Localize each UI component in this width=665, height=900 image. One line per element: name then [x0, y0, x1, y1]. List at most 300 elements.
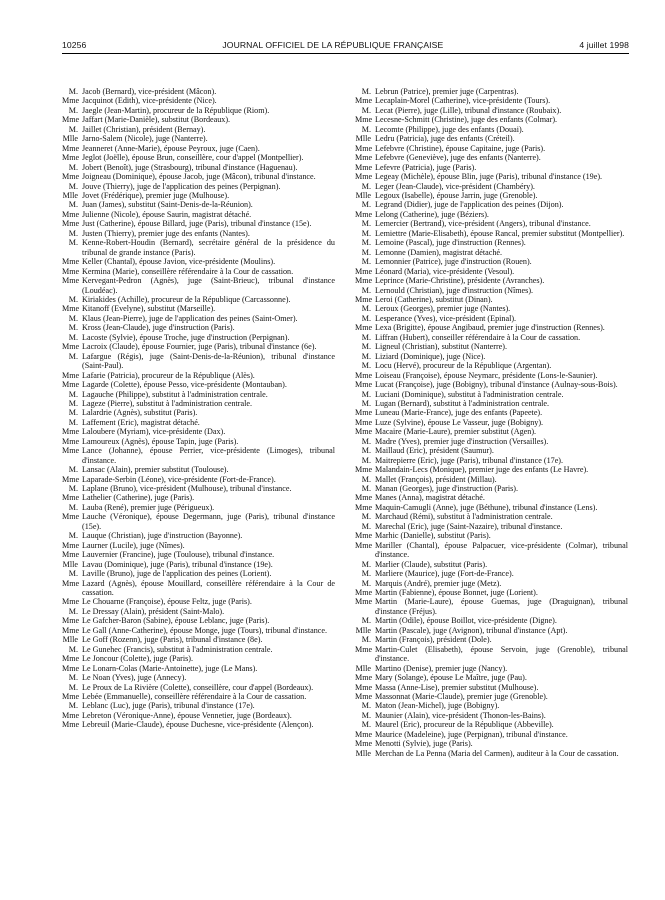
- civility-title: M.: [361, 701, 371, 711]
- list-item: [355, 238, 628, 247]
- list-item: [355, 96, 628, 105]
- civility-title: Mme: [62, 266, 80, 276]
- publication-date: 4 juillet 1998: [579, 40, 629, 50]
- list-item: [355, 616, 628, 625]
- civility-title: Mme: [355, 502, 373, 512]
- list-item: [62, 701, 335, 710]
- list-item: [355, 541, 628, 560]
- civility-title: M.: [68, 389, 78, 399]
- list-item: [62, 352, 335, 371]
- civility-title: Mlle: [62, 635, 78, 645]
- left-column: [62, 87, 335, 758]
- civility-title: M.: [361, 398, 371, 408]
- entry-text: Lemonnier (Patrice), juge d'instruction (Rouen).: [375, 257, 532, 267]
- list-item: [355, 456, 628, 465]
- civility-title: Mme: [62, 540, 80, 550]
- entry-text: Maton (Jean-Michel), juge (Bobigny).: [375, 701, 500, 711]
- civility-title: Mme: [355, 673, 373, 683]
- list-item: [62, 654, 335, 663]
- civility-title: Mlle: [62, 559, 78, 569]
- entry-text: Loiseau (Françoise), épouse Neymarc, présidente (Lons-le-Saunier).: [375, 370, 598, 380]
- list-item: [355, 730, 628, 739]
- civility-title: Mme: [62, 96, 80, 106]
- civility-title: Mme: [355, 143, 373, 153]
- civility-title: M.: [68, 644, 78, 654]
- entry-text: Leroi (Catherine), substitut (Dinan).: [375, 294, 493, 304]
- entry-text: Leroux (Georges), premier juge (Nantes).: [375, 304, 511, 314]
- civility-title: Mme: [355, 162, 373, 172]
- list-item: [62, 408, 335, 417]
- list-item: [355, 683, 628, 692]
- list-item: [62, 210, 335, 219]
- list-item: [355, 664, 628, 673]
- list-item: [355, 191, 628, 200]
- civility-title: Mme: [62, 550, 80, 560]
- list-item: [62, 380, 335, 389]
- list-item: [355, 560, 628, 569]
- list-item: [62, 87, 335, 96]
- list-item: [62, 163, 335, 172]
- header-rule: [62, 53, 629, 54]
- entry-text: Lexa (Brigitte), épouse Angibaud, premier juge d'instruction (Rennes).: [375, 323, 605, 333]
- list-item: [355, 446, 628, 455]
- list-item: [62, 115, 335, 124]
- entry-text: Luze (Sylvine), épouse Le Vasseur, juge (Bobigny).: [375, 417, 544, 427]
- civility-title: M.: [361, 87, 371, 96]
- list-item: [355, 371, 628, 380]
- civility-title: M.: [361, 484, 371, 494]
- entry-text: Lemoine (Pascal), juge d'instruction (Rennes).: [375, 238, 526, 248]
- entry-text: Kitanoff (Evelyne), substitut (Marseille).: [82, 304, 216, 314]
- list-item: [62, 484, 335, 493]
- civility-title: M.: [68, 417, 78, 427]
- civility-title: M.: [68, 606, 78, 616]
- list-item: [355, 210, 628, 219]
- list-item: [355, 701, 628, 710]
- entry-text: Mallet (François), président (Millau).: [375, 474, 497, 484]
- entry-text: Le Joncour (Colette), juge (Paris).: [82, 654, 194, 664]
- list-item: [62, 134, 335, 143]
- list-item: [62, 314, 335, 323]
- list-item: [355, 579, 628, 588]
- entry-text: Martin (Marie-Laure), épouse Guemas, juge (Draguignan), tribunal d'instance (Fréjus).: [375, 597, 628, 616]
- entry-text: Legrand (Didier), juge de l'application des peines (Dijon).: [375, 200, 564, 210]
- civility-title: M.: [68, 332, 78, 342]
- entry-text: Juan (James), substitut (Saint-Denis-de-la-Réunion).: [82, 200, 253, 210]
- list-item: [355, 493, 628, 502]
- civility-title: Mme: [62, 446, 80, 456]
- entry-text: Marchaud (Rémi), substitut à l'administration centrale.: [375, 512, 553, 522]
- list-item: [355, 475, 628, 484]
- entry-text: Lacoste (Sylvie), épouse Troche, juge d'instruction (Perpignan).: [82, 332, 290, 342]
- list-item: [355, 172, 628, 181]
- entry-text: Lathelier (Catherine), juge (Paris).: [82, 493, 195, 503]
- list-item: [62, 267, 335, 276]
- civility-title: Mme: [62, 493, 80, 503]
- page-header: [62, 40, 629, 50]
- entry-text: Maillaud (Eric), président (Saumur).: [375, 446, 494, 456]
- civility-title: M.: [361, 436, 371, 446]
- list-item: [62, 579, 335, 598]
- civility-title: Mme: [355, 153, 373, 163]
- civility-title: Mme: [62, 663, 80, 673]
- entry-text: Lavau (Dominique), juge (Paris), tribunal d'instance (19e).: [82, 559, 273, 569]
- entry-text: Maquin-Camugli (Anne), juge (Béthune), tribunal d'instance (Lens).: [375, 502, 598, 512]
- civility-title: Mme: [62, 380, 80, 390]
- right-column: [355, 87, 628, 758]
- entry-text: Laplane (Bruno), vice-président (Mulhouse), tribunal d'instance.: [82, 484, 292, 494]
- list-item: [355, 645, 628, 664]
- list-item: [355, 106, 628, 115]
- civility-title: Mme: [62, 172, 80, 182]
- civility-title: Mme: [355, 380, 373, 390]
- list-item: [62, 607, 335, 616]
- civility-title: M.: [361, 710, 371, 720]
- list-item: [62, 541, 335, 550]
- entry-text: Jouve (Thierry), juge de l'application des peines (Perpignan).: [82, 181, 281, 191]
- civility-title: M.: [361, 105, 371, 115]
- entry-text: Jacob (Bernard), vice-président (Mâcon).: [82, 87, 217, 96]
- list-item: [355, 342, 628, 351]
- entry-text: Le Noan (Yves), juge (Annecy).: [82, 673, 187, 683]
- list-item: [355, 267, 628, 276]
- list-item: [62, 219, 335, 228]
- entry-text: Massa (Anne-Lise), premier substitut (Mulhouse).: [375, 682, 539, 692]
- entry-text: Malandain-Lecs (Monique), premier juge des enfants (Le Havre).: [375, 465, 589, 475]
- list-item: [355, 295, 628, 304]
- civility-title: M.: [68, 502, 78, 512]
- entry-text: Ledru (Patricia), juge des enfants (Créteil).: [375, 134, 515, 144]
- list-item: [355, 522, 628, 531]
- civility-title: Mme: [62, 143, 80, 153]
- civility-title: Mme: [355, 493, 373, 503]
- list-item: [62, 295, 335, 304]
- entry-text: Le Gunehec (Francis), substitut à l'administration centrale.: [82, 644, 273, 654]
- civility-title: Mme: [62, 209, 80, 219]
- list-item: [355, 739, 628, 748]
- civility-title: M.: [361, 635, 371, 645]
- entry-text: Menotti (Sylvie), juge (Paris).: [375, 739, 473, 749]
- entry-text: Jeglot (Joëlle), épouse Brun, conseillère, cour d'appel (Montpellier).: [82, 153, 304, 163]
- entry-text: Lagauche (Philippe), substitut à l'administration centrale.: [82, 389, 268, 399]
- civility-title: Mme: [355, 115, 373, 125]
- list-item: [355, 144, 628, 153]
- entry-text: Massonnat (Marie-Claude), premier juge (Grenoble).: [375, 692, 548, 701]
- list-item: [355, 361, 628, 370]
- civility-title: M.: [68, 228, 78, 238]
- civility-title: M.: [68, 682, 78, 692]
- list-item: [62, 692, 335, 701]
- civility-title: Mme: [62, 597, 80, 607]
- entry-text: Luciani (Dominique), substitut à l'administration centrale.: [375, 389, 564, 399]
- list-item: [355, 399, 628, 408]
- civility-title: M.: [68, 200, 78, 210]
- list-item: [62, 437, 335, 446]
- entry-text: Luneau (Marie-France), juge des enfants (Papeete).: [375, 408, 543, 418]
- civility-title: M.: [361, 285, 371, 295]
- entry-text: Legeay (Michèle), épouse Blin, juge (Paris), tribunal d'instance (19e).: [375, 172, 603, 182]
- entry-text: Manes (Anna), magistrat détaché.: [375, 493, 485, 503]
- list-item: [62, 333, 335, 342]
- list-item: [62, 626, 335, 635]
- entry-text: Martin (Fabienne), épouse Bonnet, juge (Lorient).: [375, 588, 538, 598]
- civility-title: Mme: [62, 304, 80, 314]
- entry-text: Lecaplain-Morel (Catherine), vice-présidente (Tours).: [375, 96, 551, 106]
- list-item: [355, 229, 628, 238]
- entry-text: Ligneul (Christian), substitut (Nanterre).: [375, 342, 507, 352]
- list-item: [355, 512, 628, 521]
- entry-text: Lemonne (Damien), magistrat détaché.: [375, 247, 503, 257]
- entry-text: Klaus (Jean-Pierre), juge de l'application des peines (Saint-Omer).: [82, 313, 298, 323]
- list-item: [355, 333, 628, 342]
- entry-text: Le Goff (Rozenn), juge (Paris), tribunal d'instance (8e).: [82, 635, 263, 645]
- list-item: [62, 512, 335, 531]
- civility-title: Mme: [62, 257, 80, 267]
- civility-title: M.: [68, 408, 78, 418]
- entry-text: Martin-Culet (Elisabeth), épouse Servoin, juge (Grenoble), tribunal d'instance.: [375, 644, 628, 664]
- entry-text: Lecomte (Philippe), juge des enfants (Douai).: [375, 124, 524, 134]
- civility-title: M.: [68, 484, 78, 494]
- civility-title: M.: [361, 455, 371, 465]
- list-item: [62, 475, 335, 484]
- civility-title: Mme: [62, 474, 80, 484]
- entry-text: Lecat (Pierre), juge (Lille), tribunal d'instance (Roubaix).: [375, 105, 562, 115]
- entry-text: Lacroix (Claude), épouse Fournier, juge (Paris), tribunal d'instance (6e).: [82, 342, 317, 352]
- entry-text: Laffement (Eric), magistrat détaché.: [82, 417, 200, 427]
- list-item: [62, 531, 335, 540]
- civility-title: M.: [361, 238, 371, 248]
- civility-title: Mme: [62, 427, 80, 437]
- entry-text: Kiriakides (Achille), procureur de la République (Carcassonne).: [82, 294, 291, 304]
- civility-title: Mme: [355, 323, 373, 333]
- list-item: [355, 314, 628, 323]
- civility-title: M.: [361, 342, 371, 352]
- list-item: [62, 191, 335, 200]
- list-item: [355, 597, 628, 616]
- list-item: [62, 418, 335, 427]
- civility-title: M.: [361, 351, 371, 361]
- entry-text: Maitrepierre (Eric), juge (Paris), tribunal d'instance (17e).: [375, 455, 564, 465]
- list-item: [62, 645, 335, 654]
- civility-title: M.: [68, 351, 78, 361]
- entry-text: Lazard (Agnès), épouse Mouillard, conseillère référendaire à la Cour de cassation.: [82, 578, 335, 598]
- entry-text: Marechal (Eric), juge (Saint-Nazaire), tribunal d'instance.: [375, 521, 563, 531]
- entry-text: Le Gall (Anne-Catherine), épouse Monge, juge (Tours), tribunal d'instance.: [82, 625, 328, 635]
- entry-text: Jeanneret (Anne-Marie), épouse Peyroux, juge (Caen).: [82, 143, 260, 153]
- entry-text: Le Proux de La Rivière (Colette), conseillère, cour d'appel (Bordeaux).: [82, 682, 314, 692]
- civility-title: Mlle: [355, 663, 371, 673]
- civility-title: Mme: [355, 597, 373, 607]
- list-item: [355, 588, 628, 597]
- entry-text: Le Chouarne (Françoise), épouse Feltz, juge (Paris).: [82, 597, 252, 607]
- entry-text: Liffran (Hubert), conseiller référendaire à la Cour de cassation.: [375, 332, 581, 342]
- list-item: [62, 399, 335, 408]
- list-item: [355, 182, 628, 191]
- list-item: [62, 153, 335, 162]
- civility-title: M.: [68, 313, 78, 323]
- entry-text: Merchan de La Penna (Maria del Carmen), auditeur à la Cour de cassation.: [375, 748, 619, 758]
- civility-title: M.: [68, 701, 78, 711]
- entry-text: Laville (Bruno), juge de l'application des peines (Lorient).: [82, 569, 272, 579]
- list-item: [62, 493, 335, 502]
- entry-text: Laurner (Lucile), juge (Nîmes).: [82, 540, 185, 550]
- civility-title: Mme: [62, 616, 80, 626]
- list-item: [355, 200, 628, 209]
- list-item: [62, 257, 335, 266]
- entry-text: Jovet (Frédérique), premier juge (Mulhouse).: [82, 190, 230, 200]
- entry-text: Lafarie (Patricia), procureur de la République (Alès).: [82, 370, 255, 380]
- civility-title: M.: [361, 332, 371, 342]
- entry-text: Martin (Pascale), juge (Avignon), tribunal d'instance (Apt).: [375, 625, 568, 635]
- entry-text: Lecesne-Schmitt (Christine), juge des enfants (Colmar).: [375, 115, 558, 125]
- civility-title: M.: [68, 162, 78, 172]
- entry-text: Jaillet (Christian), président (Bernay).: [82, 124, 206, 134]
- civility-title: Mme: [62, 512, 80, 522]
- civility-title: Mme: [355, 408, 373, 418]
- civility-title: Mme: [355, 370, 373, 380]
- list-item: [355, 163, 628, 172]
- entry-text: Manan (Georges), juge d'instruction (Paris).: [375, 484, 519, 494]
- civility-title: Mme: [355, 294, 373, 304]
- civility-title: Mme: [355, 172, 373, 182]
- list-item: [62, 569, 335, 578]
- list-item: [355, 569, 628, 578]
- entry-text: Martin (Odile), épouse Boillot, vice-présidente (Digne).: [375, 616, 557, 626]
- entry-text: Lemiettre (Marie-Elisabeth), épouse Rancal, premier substitut (Montpellier).: [375, 228, 625, 238]
- list-item: [355, 87, 628, 96]
- entry-text: Lugan (Bernard), substitut à l'administration centrale.: [375, 398, 550, 408]
- civility-title: Mme: [62, 276, 80, 286]
- list-item: [62, 560, 335, 569]
- entry-text: Julienne (Nicole), épouse Saurin, magistrat détaché.: [82, 209, 252, 219]
- civility-title: Mme: [355, 96, 373, 106]
- list-item: [355, 380, 628, 389]
- entry-text: Legoux (Isabelle), épouse Jarrin, juge (Grenoble).: [375, 190, 538, 200]
- list-item: [355, 692, 628, 701]
- list-item: [355, 390, 628, 399]
- civility-title: M.: [361, 304, 371, 314]
- entry-text: Lauque (Christian), juge d'instruction (Bayonne).: [82, 531, 243, 541]
- entry-text: Leger (Jean-Claude), vice-président (Chambéry).: [375, 181, 535, 191]
- list-item: [62, 182, 335, 191]
- list-item: [62, 200, 335, 209]
- entry-text: Lalardrie (Agnès), substitut (Paris).: [82, 408, 198, 418]
- entry-text: Jacquinot (Edith), vice-présidente (Nice).: [82, 96, 217, 106]
- civility-title: M.: [361, 200, 371, 210]
- list-item: [62, 390, 335, 399]
- columns: [62, 87, 629, 758]
- list-item: [355, 503, 628, 512]
- list-item: [62, 106, 335, 115]
- list-item: [355, 248, 628, 257]
- entry-text: Lebreton (Véronique-Anne), épouse Vennetier, juge (Bordeaux).: [82, 710, 292, 720]
- list-item: [62, 172, 335, 181]
- civility-title: M.: [361, 512, 371, 522]
- list-item: [355, 673, 628, 682]
- entry-text: Joigneau (Dominique), épouse Jacob, juge (Mâcon), tribunal d'instance.: [82, 172, 316, 182]
- civility-title: Mlle: [62, 190, 78, 200]
- entry-text: Lebée (Emmanuelle), conseillère référendaire à la Cour de cassation.: [82, 692, 307, 701]
- civility-title: Mme: [355, 729, 373, 739]
- list-item: [62, 446, 335, 465]
- entry-text: Jaffart (Marie-Danièle), substitut (Bordeaux).: [82, 115, 231, 125]
- list-item: [355, 304, 628, 313]
- entry-text: Le Lonarn-Colas (Marie-Antoinette), juge (Le Mans).: [82, 663, 258, 673]
- civility-title: M.: [68, 569, 78, 579]
- civility-title: Mme: [355, 682, 373, 692]
- list-item: [62, 597, 335, 606]
- civility-title: M.: [361, 474, 371, 484]
- civility-title: Mlle: [355, 190, 371, 200]
- civility-title: Mme: [355, 417, 373, 427]
- list-item: [62, 144, 335, 153]
- entry-text: Maurel (Eric), procureur de la République (Abbeville).: [375, 720, 554, 730]
- civility-title: Mlle: [355, 748, 371, 758]
- entry-text: Macaire (Marie-Laure), premier substitut (Agen).: [375, 427, 537, 437]
- civility-title: Mme: [355, 276, 373, 286]
- list-item: [355, 153, 628, 162]
- list-item: [62, 276, 335, 295]
- civility-title: M.: [361, 569, 371, 579]
- entry-text: Le Gafcher-Baron (Sabine), épouse Leblanc, juge (Paris).: [82, 616, 270, 626]
- entry-text: Lageze (Pierre), substitut à l'administration centrale.: [82, 398, 252, 408]
- entry-text: Lafargue (Régis), juge (Saint-Denis-de-la-Réunion), tribunal d'instance (Saint-Paul).: [82, 351, 335, 371]
- entry-text: Laparade-Serbin (Léone), vice-présidente (Fort-de-France).: [82, 474, 276, 484]
- list-item: [62, 125, 335, 134]
- entry-text: Laloubere (Myriam), vice-présidente (Dax).: [82, 427, 226, 437]
- entry-text: Lebrun (Patrice), premier juge (Carpentras).: [375, 87, 519, 96]
- list-item: [62, 664, 335, 673]
- list-item: [62, 96, 335, 105]
- civility-title: Mme: [355, 588, 373, 598]
- list-item: [62, 229, 335, 238]
- list-item: [355, 484, 628, 493]
- list-item: [355, 408, 628, 417]
- civility-title: Mme: [62, 436, 80, 446]
- list-item: [355, 720, 628, 729]
- entry-text: Lesperance (Yves), vice-président (Epinal).: [375, 313, 517, 323]
- civility-title: M.: [361, 181, 371, 191]
- list-item: [62, 683, 335, 692]
- entry-text: Lagarde (Colette), épouse Pesso, vice-présidente (Montauban).: [82, 380, 287, 390]
- civility-title: Mme: [62, 654, 80, 664]
- entry-text: Lemercier (Bertrand), vice-président (Angers), tribunal d'instance.: [375, 219, 591, 229]
- list-item: [62, 616, 335, 625]
- list-item: [62, 550, 335, 559]
- civility-title: M.: [361, 446, 371, 456]
- entry-text: Lebreuil (Marie-Claude), épouse Duchesne, vice-présidente (Alençon).: [82, 720, 314, 730]
- civility-title: M.: [68, 531, 78, 541]
- entry-text: Lernould (Christian), juge d'instruction (Nîmes).: [375, 285, 534, 295]
- entry-text: Jarno-Salem (Nicole), juge (Nanterre).: [82, 134, 208, 144]
- list-item: [62, 711, 335, 720]
- entry-text: Jaegle (Jean-Martin), procureur de la République (Riom).: [82, 105, 270, 115]
- civility-title: Mme: [62, 625, 80, 635]
- civility-title: Mme: [355, 531, 373, 541]
- entry-text: Locu (Hervé), procureur de la République (Argentan).: [375, 361, 552, 371]
- civility-title: M.: [361, 559, 371, 569]
- civility-title: M.: [361, 720, 371, 730]
- entry-text: Marlier (Claude), substitut (Paris).: [375, 559, 488, 569]
- list-item: [355, 437, 628, 446]
- entry-text: Lauvernier (Francine), juge (Toulouse), tribunal d'instance.: [82, 550, 275, 560]
- entry-text: Marhic (Danielle), substitut (Paris).: [375, 531, 491, 541]
- entry-text: Léonard (Maria), vice-présidente (Vesoul).: [375, 266, 515, 276]
- civility-title: M.: [361, 616, 371, 626]
- entry-text: Just (Catherine), épouse Billard, juge (Paris), tribunal d'instance (15e).: [82, 219, 312, 229]
- entry-text: Martino (Denise), premier juge (Nancy).: [375, 663, 508, 673]
- civility-title: M.: [68, 465, 78, 475]
